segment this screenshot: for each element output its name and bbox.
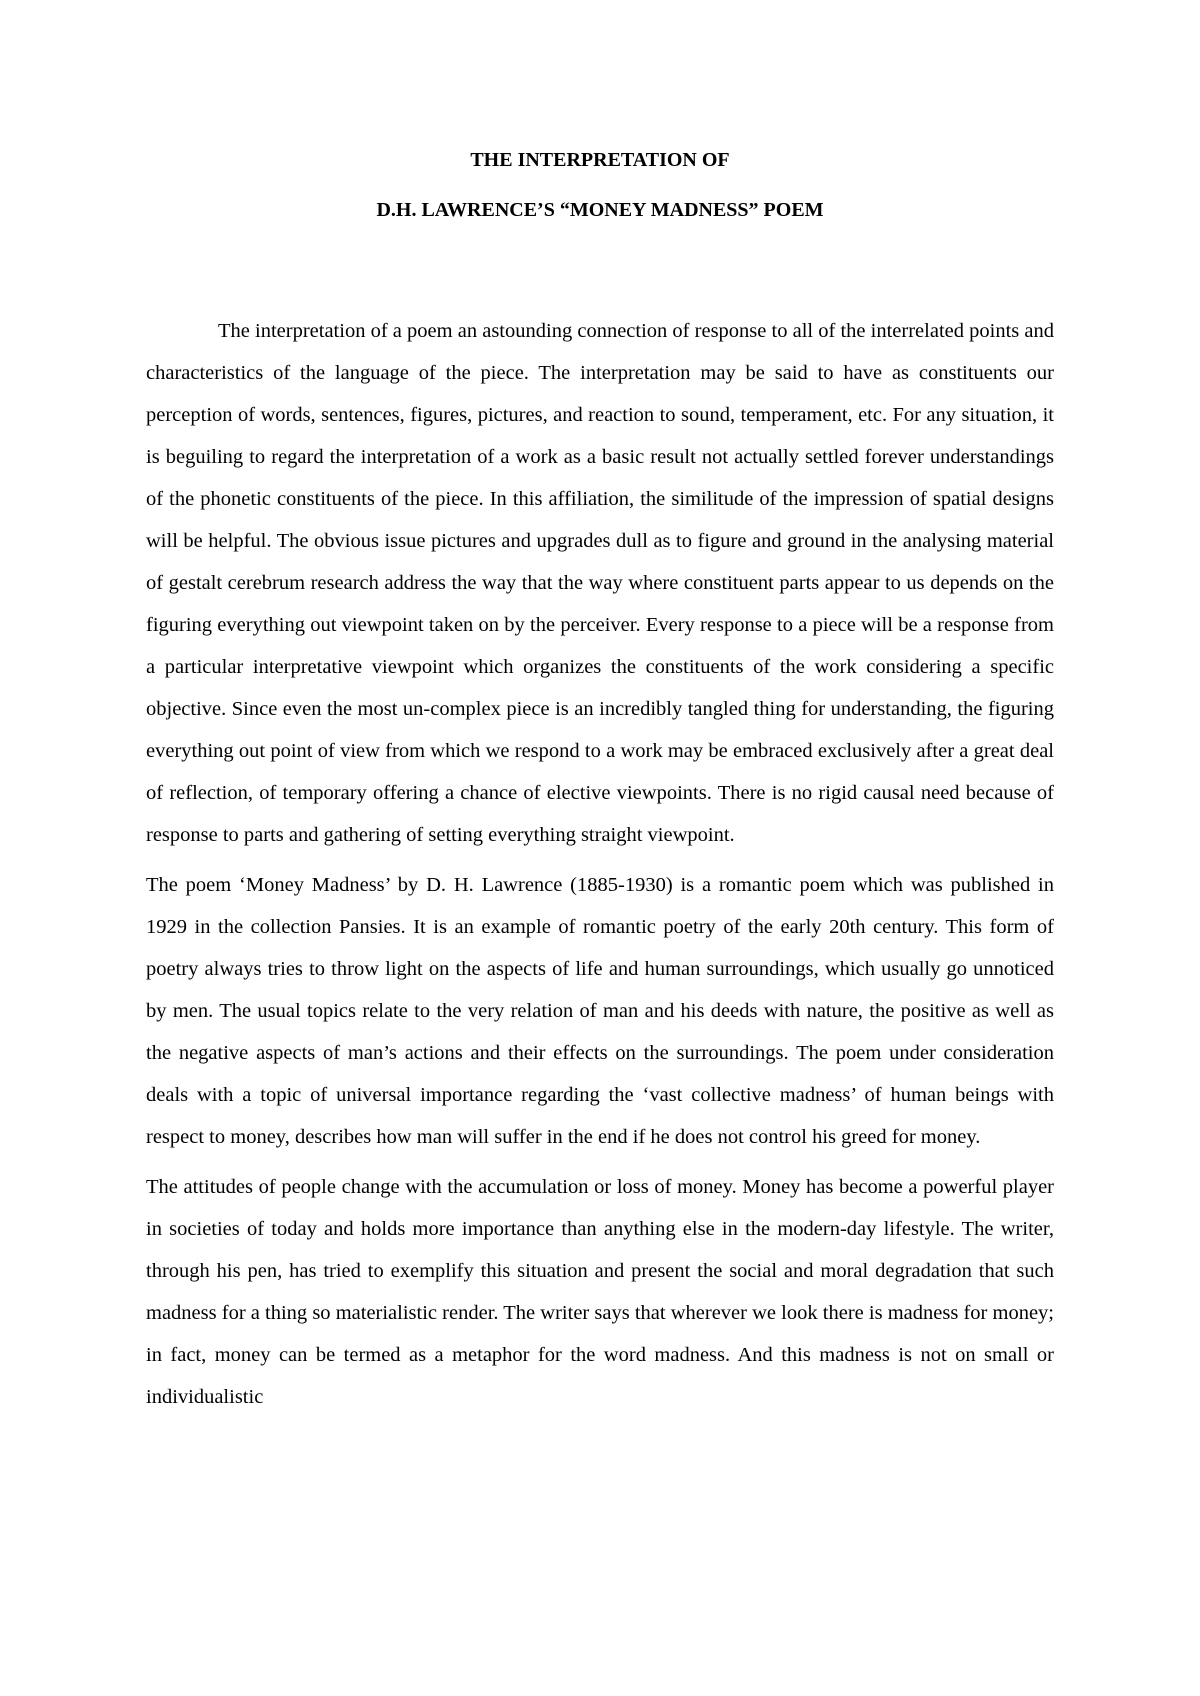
paragraph-2: The poem ‘Money Madness’ by D. H. Lawrence (1885-1930) is a romantic poem which was published in 1929 in the collection Pansies. It is an example of romantic poetry of the early 20th century. This form of poetry always tries to throw light on the aspects of life and human surroundings, which usually go unnoticed by men. The usual topics relate to the very relation of man and his deeds with nature, the positive as well as the negative aspects of man’s actions and their effects on the surroundings. The poem under consideration deals with a topic of universal importance regarding the ‘vast collective madness’ of human beings with respect to money, describes how man will suffer in the end if he does not control his greed for money. [146,874,1054,1148]
document-page [146,140,1054,1418]
document-title: THE INTERPRETATION OF [470,149,730,171]
paragraph-1: The interpretation of a poem an astounding connection of response to all of the interrelated points and characteristics of the language of the piece. The interpretation may be said to have as constituents our perception of words, sentences, figures, pictures, and reaction to sound, temperament, etc. For any situation, it is beguiling to regard the interpretation of a work as a basic result not actually settled forever understandings of the phonetic constituents of the piece. In this affiliation, the similitude of the impression of spatial designs will be helpful. The obvious issue pictures and upgrades dull as to figure and ground in the analysing material of gestalt cerebrum research address the way that the way where constituent parts appear to us depends on the figuring everything out viewpoint taken on by the perceiver. Every response to a piece will be a response from a particular interpretative viewpoint which organizes the constituents of the work considering a specific objective. Since even the most un-complex piece is an incredibly tangled thing for understanding, the figuring everything out point of view from which we respond to a work may be embraced exclusively after a great deal of reflection, of temporary offering a chance of elective viewpoints. There is no rigid causal need because of response to parts and gathering of setting everything straight viewpoint. [146,320,1054,846]
document-subtitle: D.H. LAWRENCE’S “MONEY MADNESS” POEM [376,199,824,221]
paragraph-3: The attitudes of people change with the accumulation or loss of money. Money has become a powerful player in societies of today and holds more importance than anything else in the modern-day lifestyle. The writer, through his pen, has tried to exemplify this situation and present the social and moral degradation that such madness for a thing so materialistic render. The writer says that wherever we look there is madness for money; in fact, money can be termed as a metaphor for the word madness. And this madness is not on small or individualistic [146,1176,1054,1408]
